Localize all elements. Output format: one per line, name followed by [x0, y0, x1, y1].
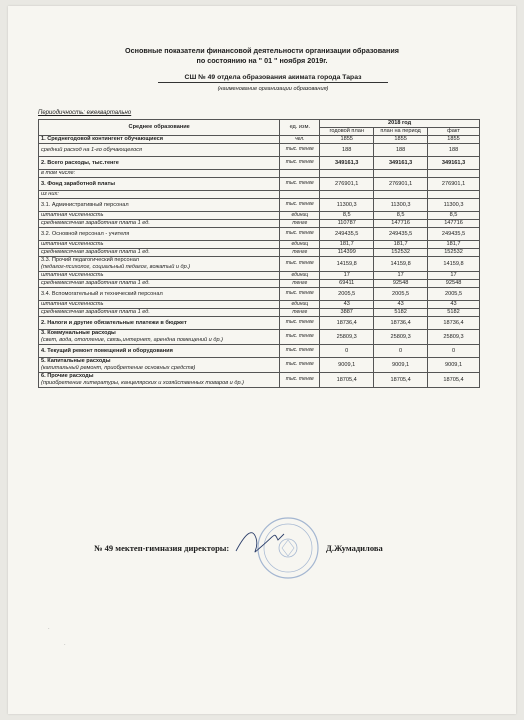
period-plan-cell: 152532 — [374, 249, 428, 257]
fact-cell: 14159,8 — [428, 257, 480, 272]
row-unit: тыс. тенге — [280, 358, 320, 373]
row-label — [39, 157, 280, 170]
row-label-text: 3. Коммунальные расходы — [41, 330, 116, 336]
row-unit: тыс. тенге — [280, 257, 320, 272]
period-plan-cell: 14159,8 — [374, 257, 428, 272]
row-label — [39, 212, 280, 220]
financial-table — [38, 119, 480, 388]
row-label-text: 3.1. Административный персонал — [41, 201, 129, 208]
row-label-text: 2. Всего расходы, тыс.тенге — [41, 159, 119, 166]
row-label-text: 2. Налоги и другие обязательные платежи в бюджет — [41, 319, 187, 326]
row-note: (приобретение литературы, канцелярских и хозяйственных товаров и др.) — [41, 380, 244, 386]
row-note: (капитальный ремонт, приобретение основных средств) — [41, 365, 196, 371]
scan-speck: · — [64, 642, 66, 648]
annual-plan-cell: 17 — [320, 272, 374, 280]
table-row — [39, 136, 480, 144]
row-label-text: средний расход на 1-го обучающегося — [41, 146, 142, 153]
period-plan-cell: 188 — [374, 144, 428, 157]
row-label-text: среднемесячная заработная плата 1 ед. — [41, 249, 150, 255]
row-unit: тыс. тенге — [280, 144, 320, 157]
table-row — [39, 199, 480, 212]
row-unit — [280, 191, 320, 199]
header-period-plan: план на период — [374, 128, 428, 136]
table-row — [39, 228, 480, 241]
row-label — [39, 228, 280, 241]
row-label — [39, 358, 280, 373]
annual-plan-cell: 8,5 — [320, 212, 374, 220]
row-unit: тыс. тенге — [280, 288, 320, 301]
annual-plan-cell — [320, 170, 374, 178]
row-unit: чел. — [280, 136, 320, 144]
period-plan-cell: 8,5 — [374, 212, 428, 220]
row-unit: единиц — [280, 241, 320, 249]
table-row — [39, 144, 480, 157]
fact-cell: 2005,5 — [428, 288, 480, 301]
table-row — [39, 178, 480, 191]
row-label — [39, 373, 280, 388]
header-unit: ед. изм. — [280, 120, 320, 136]
row-unit: тенге — [280, 280, 320, 288]
period-plan-cell — [374, 191, 428, 199]
period-plan-cell: 25809,3 — [374, 330, 428, 345]
row-label-text: 1. Среднегодовой контингент обучающиеся — [41, 136, 163, 142]
fact-cell: 8,5 — [428, 212, 480, 220]
row-unit: тыс. тенге — [280, 157, 320, 170]
fact-cell: 9009,1 — [428, 358, 480, 373]
fact-cell: 18705,4 — [428, 373, 480, 388]
annual-plan-cell: 114399 — [320, 249, 374, 257]
row-label-text: среднемесячная заработная плата 1 ед. — [41, 280, 150, 286]
row-unit: тыс. тенге — [280, 373, 320, 388]
period-plan-cell: 0 — [374, 345, 428, 358]
scan-speck: · — [48, 626, 50, 632]
row-label — [39, 144, 280, 157]
fact-cell: 152532 — [428, 249, 480, 257]
row-unit: тыс. тенге — [280, 345, 320, 358]
period-plan-cell: 249435,5 — [374, 228, 428, 241]
fact-cell — [428, 170, 480, 178]
annual-plan-cell: 2005,5 — [320, 288, 374, 301]
row-label — [39, 309, 280, 317]
document-page — [8, 6, 516, 714]
row-label — [39, 220, 280, 228]
row-label-text: штатная численность — [41, 241, 104, 247]
fact-cell: 249435,5 — [428, 228, 480, 241]
header-year: 2018 год — [320, 120, 480, 128]
table-row — [39, 191, 480, 199]
fact-cell: 188 — [428, 144, 480, 157]
period-plan-cell: 9009,1 — [374, 358, 428, 373]
director-name: Д.Жумадилова — [326, 543, 383, 553]
row-unit: тыс. тенге — [280, 178, 320, 191]
stamp-icon — [258, 518, 318, 578]
row-label — [39, 199, 280, 212]
fact-cell: 147716 — [428, 220, 480, 228]
period-plan-cell: 276901,1 — [374, 178, 428, 191]
row-unit: тенге — [280, 309, 320, 317]
table-row — [39, 280, 480, 288]
annual-plan-cell: 188 — [320, 144, 374, 157]
annual-plan-cell: 18736,4 — [320, 317, 374, 330]
table-row — [39, 301, 480, 309]
period-plan-cell — [374, 170, 428, 178]
fact-cell: 17 — [428, 272, 480, 280]
table-header-row — [39, 120, 480, 128]
director-label: № 49 мектеп-гимназия директоры: — [94, 543, 230, 553]
row-label-text: 3.3. Прочий педагогический персонал — [41, 257, 140, 263]
annual-plan-cell: 1855 — [320, 136, 374, 144]
table-row — [39, 373, 480, 388]
period-plan-cell: 92548 — [374, 280, 428, 288]
row-unit: тыс. тенге — [280, 228, 320, 241]
fact-cell: 0 — [428, 345, 480, 358]
period-plan-cell: 349161,3 — [374, 157, 428, 170]
row-label-text: 3.2. Основной персонал - учителя — [41, 230, 130, 237]
fact-cell: 43 — [428, 301, 480, 309]
row-label — [39, 280, 280, 288]
annual-plan-cell: 276901,1 — [320, 178, 374, 191]
annual-plan-cell: 18705,4 — [320, 373, 374, 388]
fact-cell: 276901,1 — [428, 178, 480, 191]
annual-plan-cell: 69411 — [320, 280, 374, 288]
row-label-text: 5. Капитальные расходы — [41, 358, 111, 364]
row-unit: единиц — [280, 301, 320, 309]
period-plan-cell: 11300,3 — [374, 199, 428, 212]
table-row — [39, 358, 480, 373]
table-row — [39, 249, 480, 257]
stamp-and-signature-image — [226, 506, 336, 586]
period-plan-cell: 17 — [374, 272, 428, 280]
annual-plan-cell: 181,7 — [320, 241, 374, 249]
table-row — [39, 288, 480, 301]
row-label-text: из них: — [41, 191, 59, 197]
row-label — [39, 345, 280, 358]
period-plan-cell: 1855 — [374, 136, 428, 144]
period-plan-cell: 43 — [374, 301, 428, 309]
row-unit: единиц — [280, 272, 320, 280]
table-row — [39, 317, 480, 330]
table-row — [39, 309, 480, 317]
period-plan-cell: 18705,4 — [374, 373, 428, 388]
row-unit: тыс. тенге — [280, 317, 320, 330]
row-label — [39, 301, 280, 309]
row-unit: тыс. тенге — [280, 199, 320, 212]
row-note: (свет, вода, отопление, связь,интернет, арендна помещений и др.) — [41, 337, 223, 343]
row-unit: тенге — [280, 249, 320, 257]
annual-plan-cell: 9009,1 — [320, 358, 374, 373]
annual-plan-cell: 11300,3 — [320, 199, 374, 212]
row-label-text: среднемесячная заработная плата 1 ед. — [41, 309, 150, 315]
row-label-text: 3.4. Вспомогательный и технический персонал — [41, 290, 163, 297]
fact-cell: 25809,3 — [428, 330, 480, 345]
annual-plan-cell: 0 — [320, 345, 374, 358]
row-label — [39, 241, 280, 249]
organization-name: СШ № 49 отдела образования акимата города Тараз — [158, 74, 388, 83]
row-note: (педагог-психолог, социальный педагог, вожатый и др.) — [41, 264, 191, 270]
row-label — [39, 178, 280, 191]
header-annual-plan: годовой план — [320, 128, 374, 136]
header-item: Среднее образование — [39, 120, 280, 136]
table-row — [39, 170, 480, 178]
row-label-text: штатная численность — [41, 272, 104, 278]
annual-plan-cell — [320, 191, 374, 199]
document-date: по состоянию на " 01 " ноября 2019г. — [196, 56, 328, 65]
row-label-text: в том числе: — [41, 170, 76, 176]
document-title: Основные показатели финансовой деятельности организации образования — [125, 46, 399, 55]
annual-plan-cell: 14159,8 — [320, 257, 374, 272]
annual-plan-cell: 349161,3 — [320, 157, 374, 170]
header-fact: факт — [428, 128, 480, 136]
annual-plan-cell: 249435,5 — [320, 228, 374, 241]
row-label — [39, 317, 280, 330]
period-plan-cell: 147716 — [374, 220, 428, 228]
table-row — [39, 220, 480, 228]
annual-plan-cell: 3887 — [320, 309, 374, 317]
row-unit: тенге — [280, 220, 320, 228]
row-unit — [280, 170, 320, 178]
fact-cell: 1855 — [428, 136, 480, 144]
fact-cell: 11300,3 — [428, 199, 480, 212]
table-row — [39, 241, 480, 249]
row-label-text: штатная численность — [41, 212, 104, 218]
fact-cell: 92548 — [428, 280, 480, 288]
row-label-text: штатная численность — [41, 301, 104, 307]
row-label-text: 6. Прочие расходы — [41, 373, 94, 379]
period-plan-cell: 18736,4 — [374, 317, 428, 330]
row-unit: тыс. тенге — [280, 330, 320, 345]
fact-cell: 5182 — [428, 309, 480, 317]
period-plan-cell: 5182 — [374, 309, 428, 317]
annual-plan-cell: 43 — [320, 301, 374, 309]
row-unit: единиц — [280, 212, 320, 220]
row-label — [39, 136, 280, 144]
period-plan-cell: 2005,5 — [374, 288, 428, 301]
signature-icon — [236, 533, 284, 552]
table-row — [39, 157, 480, 170]
row-label — [39, 330, 280, 345]
annual-plan-cell: 25809,3 — [320, 330, 374, 345]
organization-caption: (наименование организации образования) — [217, 86, 329, 92]
period-plan-cell: 181,7 — [374, 241, 428, 249]
row-label-text: среднемесячная заработная плата 1 ед. — [41, 220, 150, 226]
row-label — [39, 272, 280, 280]
annual-plan-cell: 110787 — [320, 220, 374, 228]
table-row — [39, 212, 480, 220]
fact-cell: 349161,3 — [428, 157, 480, 170]
row-label — [39, 288, 280, 301]
fact-cell — [428, 191, 480, 199]
table-row — [39, 345, 480, 358]
row-label — [39, 249, 280, 257]
fact-cell: 181,7 — [428, 241, 480, 249]
table-row — [39, 272, 480, 280]
table-row — [39, 330, 480, 345]
row-label — [39, 257, 280, 272]
row-label-text: 4. Текущий ремонт помещений и оборудования — [41, 347, 173, 354]
row-label — [39, 191, 280, 199]
periodicity: Периодичность: ежеквартально — [38, 110, 132, 116]
fact-cell: 18736,4 — [428, 317, 480, 330]
table-row — [39, 257, 480, 272]
row-label-text: 3. Фонд заработной платы — [41, 180, 116, 187]
row-label — [39, 170, 280, 178]
